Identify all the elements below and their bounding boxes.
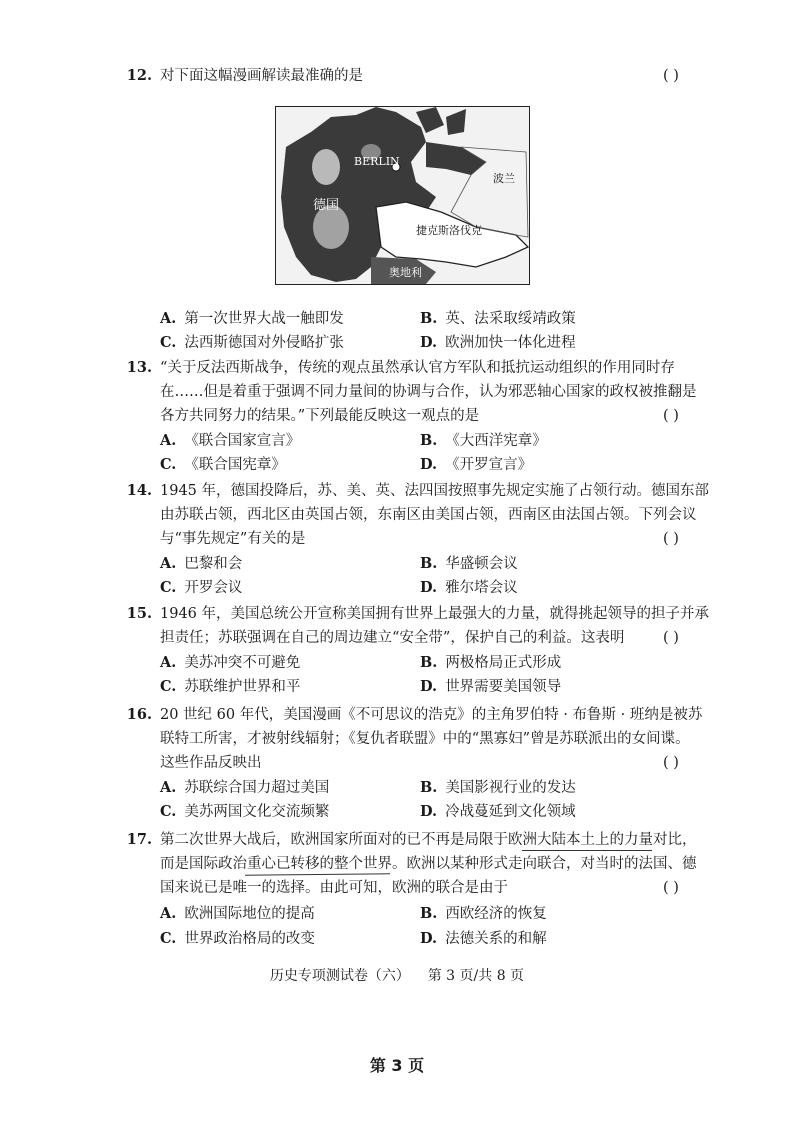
question-15-stem-line-2: 担责任；苏联强调在自己的周边建立“安全带”，保护自己的利益。这表明	[160, 630, 625, 646]
question-12-number: 12.	[126, 67, 152, 84]
question-12-option-c[interactable]: C. 法西斯德国对外侵略扩张	[160, 334, 344, 351]
question-16-stem-line-1: 20 世纪 60 年代，美国漫画《不可思议的浩克》的主角罗伯特 · 布鲁斯 · 班纳是被苏	[160, 707, 703, 723]
question-14-answer-blank: ( )	[663, 531, 679, 547]
question-16-option-a[interactable]: A. 苏联综合国力超过美国	[160, 779, 330, 796]
question-16-stem-line-2: 联特工所害，才被射线辐射；《复仇者联盟》中的“黑寡妇”曾是苏联派出的女间谍。	[160, 731, 690, 747]
map-label-germany: 德国	[313, 198, 340, 213]
question-17-option-c[interactable]: C. 世界政治格局的改变	[160, 930, 315, 947]
question-15-option-d[interactable]: D. 世界需要美国领导	[420, 678, 562, 695]
page-number-label: 第 3 页	[369, 1056, 425, 1075]
question-17-stem-line-2: 而是国际政治重心已转移的整个世界。欧洲以某种形式走向联合，对当时的法国、德	[160, 856, 697, 872]
handwritten-underline	[245, 873, 390, 876]
question-13-answer-blank: ( )	[663, 408, 679, 424]
question-15-answer-blank: ( )	[663, 630, 679, 646]
question-16-answer-blank: ( )	[663, 755, 679, 771]
question-14-stem-line-1: 1945 年，德国投降后，苏、美、英、法四国按照事先规定实施了占领行动。德国东部	[160, 483, 710, 499]
question-16-number: 16.	[126, 706, 152, 723]
question-16-option-c[interactable]: C. 美苏两国文化交流频繁	[160, 803, 330, 820]
question-13-option-b[interactable]: B. 《大西洋宪章》	[420, 432, 547, 449]
question-14-stem-line-3: 与“事先规定”有关的是	[160, 531, 306, 547]
question-17-number: 17.	[126, 831, 152, 848]
question-14-number: 14.	[126, 482, 152, 499]
question-12-cartoon-map	[275, 106, 530, 285]
question-12-answer-blank: ( )	[663, 68, 679, 84]
page-footer: 历史专项测试卷（六） 第 3 页/共 8 页	[269, 968, 525, 984]
question-13-stem-line-2: 在……但是着重于强调不同力量间的协调与合作，认为邪恶轴心国家的政权被推翻是	[160, 384, 697, 400]
question-16-option-b[interactable]: B. 美国影视行业的发达	[420, 779, 576, 796]
question-14-stem-line-2: 由苏联占领，西北区由英国占领，东南区由美国占领，西南区由法国占领。下列会议	[160, 507, 697, 523]
question-12-option-b[interactable]: B. 英、法采取绥靖政策	[420, 310, 576, 327]
question-13-stem-line-3: 各方共同努力的结果。”下列最能反映这一观点的是	[160, 408, 480, 424]
question-17-option-d[interactable]: D. 法德关系的和解	[420, 930, 547, 947]
question-17-stem-line-1: 第二次世界大战后，欧洲国家所面对的已不再是局限于欧洲大陆本土上的力量对比，	[160, 832, 697, 848]
question-15-option-b[interactable]: B. 两极格局正式形成	[420, 654, 562, 671]
question-16-option-d[interactable]: D. 冷战蔓延到文化领域	[420, 803, 576, 820]
question-17-option-b[interactable]: B. 西欧经济的恢复	[420, 905, 547, 922]
question-15-option-a[interactable]: A. 美苏冲突不可避免	[160, 654, 301, 671]
map-label-berlin: BERLIN	[354, 155, 400, 168]
map-label-czechoslovakia: 捷克斯洛伐克	[416, 224, 482, 237]
question-14-option-b[interactable]: B. 华盛顿会议	[420, 555, 518, 572]
question-14-option-a[interactable]: A. 巴黎和会	[160, 555, 243, 572]
map-label-poland: 波兰	[493, 172, 515, 185]
question-12-option-d[interactable]: D. 欧洲加快一体化进程	[420, 334, 576, 351]
question-17-stem-line-3: 国来说已是唯一的选择。由此可知，欧洲的联合是由于	[160, 880, 508, 896]
question-15-stem-line-1: 1946 年，美国总统公开宣称美国拥有世界上最强大的力量，就得挑起领导的担子并承	[160, 606, 710, 622]
question-17-option-a[interactable]: A. 欧洲国际地位的提高	[160, 905, 315, 922]
question-13-option-d[interactable]: D. 《开罗宣言》	[420, 456, 533, 473]
question-13-number: 13.	[126, 359, 152, 376]
question-13-option-a[interactable]: A. 《联合国家宣言》	[160, 432, 301, 449]
question-15-number: 15.	[126, 605, 152, 622]
question-16-stem-line-3: 这些作品反映出	[160, 755, 262, 771]
question-13-stem-line-1: “关于反法西斯战争，传统的观点虽然承认官方军队和抵抗运动组织的作用同时存	[160, 360, 675, 376]
question-17-answer-blank: ( )	[663, 880, 679, 896]
map-label-austria: 奥地利	[389, 266, 422, 279]
question-14-option-c[interactable]: C. 开罗会议	[160, 579, 243, 596]
question-12-stem: 对下面这幅漫画解读最准确的是	[160, 68, 363, 84]
question-15-option-c[interactable]: C. 苏联维护世界和平	[160, 678, 301, 695]
question-14-option-d[interactable]: D. 雅尔塔会议	[420, 579, 518, 596]
question-13-option-c[interactable]: C. 《联合国宪章》	[160, 456, 286, 473]
handwritten-underline	[522, 850, 652, 851]
question-12-option-a[interactable]: A. 第一次世界大战一触即发	[160, 310, 344, 327]
